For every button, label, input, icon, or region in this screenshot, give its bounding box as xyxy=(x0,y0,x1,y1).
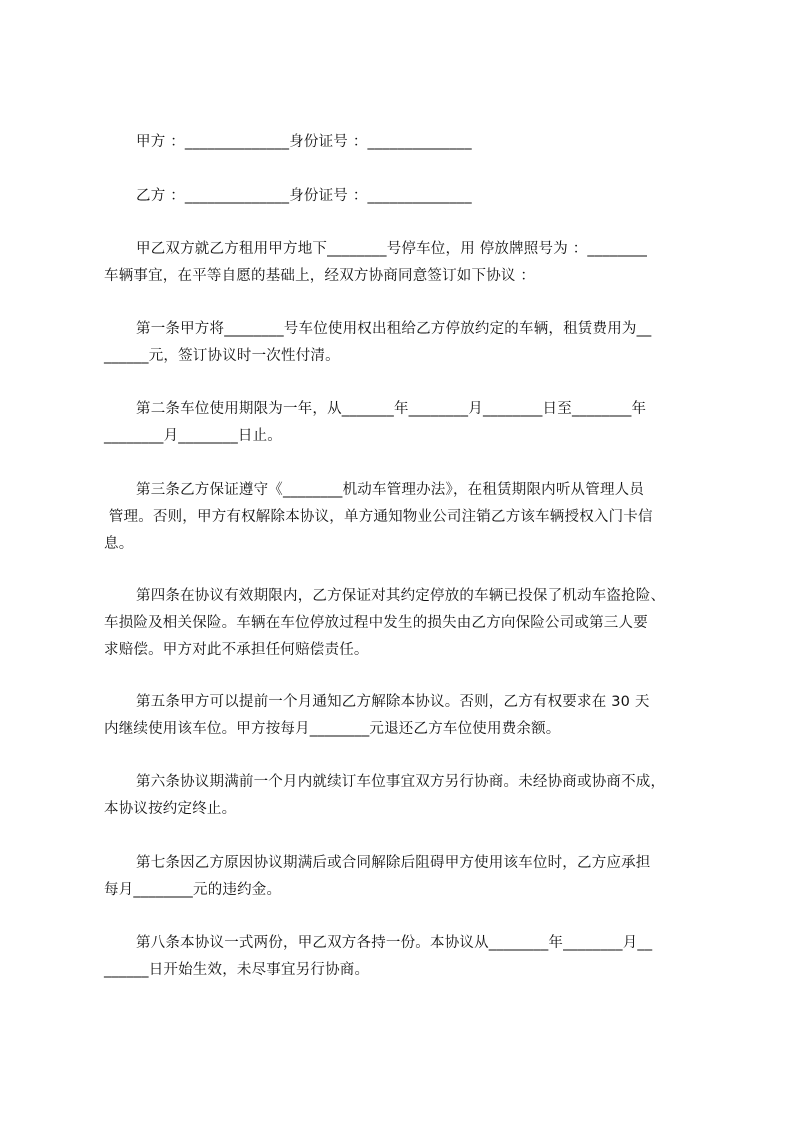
intro-paragraph-line-2: 车辆事宜，在平等自愿的基础上，经双方协商同意签订如下协议 ： xyxy=(104,268,536,284)
article-3-line-2: 管理。否则，甲方有权解除本协议，单方通知物业公司注销乙方该车辆授权入门卡信 xyxy=(104,509,653,525)
article-2-line-1: 第二条车位使用期限为一年，从_______年________月________日至________年 xyxy=(136,401,647,417)
article-7-line-2: 每月________元的违约金。 xyxy=(104,882,282,898)
article-4-line-1: 第四条在协议有效期限内，乙方保证对其约定停放的车辆已投保了机动车盗抢险、 xyxy=(136,588,666,604)
article-3-line-3: 息。 xyxy=(104,536,134,552)
article-1-line-1: 第一条甲方将________号车位使用权出租给乙方停放约定的车辆，租赁费用为__ xyxy=(136,321,652,337)
article-6-line-1: 第六条协议期满前一个月内就续订车位事宜双方另行协商。未经协商或协商不成， xyxy=(136,774,666,790)
article-4-line-2: 车损险及相关保险。车辆在车位停放过程中发生的损失由乙方向保险公司或第三人要 xyxy=(104,615,648,631)
article-8-line-1: 第八条本协议一式两份，甲乙双方各持一份。本协议从________年________月__ xyxy=(136,935,653,951)
article-3-line-1: 第三条乙方保证遵守《________机动车管理办法》，在租赁期限内听从管理人员 xyxy=(136,482,645,498)
article-7-line-1: 第七条因乙方原因协议期满后或合同解除后阻碍甲方使用该车位时，乙方应承担 xyxy=(136,855,651,871)
article-4-line-3: 求赔偿。甲方对此不承担任何赔偿责任。 xyxy=(104,642,369,658)
party-b-line: 乙方 ：______________身份证号 ：______________ xyxy=(136,188,472,204)
article-5-line-2: 内继续使用该车位。甲方按每月________元退还乙方车位使用费余额。 xyxy=(104,721,561,737)
intro-paragraph-line-1: 甲乙双方就乙方租用甲方地下________号停车位，用 停放牌照号为 ：________ xyxy=(136,241,648,257)
article-6-line-2: 本协议按约定终止。 xyxy=(104,801,237,817)
article-5-line-1: 第五条甲方可以提前一个月通知乙方解除本协议。否则，乙方有权要求在 30 天 xyxy=(136,694,650,710)
article-2-line-2: ________月________日止。 xyxy=(104,428,282,444)
article-8-line-2: ______日开始生效，未尽事宜另行协商。 xyxy=(104,962,370,978)
article-1-line-2: ______元，签订协议时一次性付清。 xyxy=(104,348,340,364)
party-a-line: 甲方 ：______________身份证号 ：______________ xyxy=(136,134,472,150)
